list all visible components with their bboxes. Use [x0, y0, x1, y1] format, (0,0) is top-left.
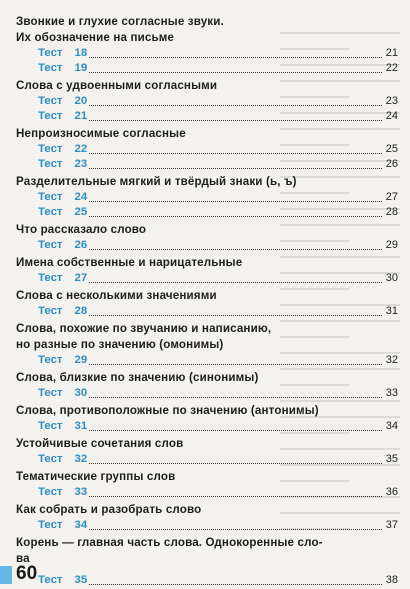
- test-word: Тест: [38, 62, 63, 74]
- page-ref: 22: [385, 62, 398, 74]
- dot-leader: [89, 430, 382, 431]
- toc-entry[interactable]: [16, 46, 398, 61]
- test-word: Тест: [38, 206, 63, 218]
- test-word: Тест: [38, 239, 63, 251]
- dot-leader: [89, 57, 382, 58]
- test-label: [16, 61, 87, 76]
- toc-entry[interactable]: [16, 419, 398, 434]
- test-word: Тест: [38, 272, 63, 284]
- dot-leader: [89, 105, 382, 106]
- dot-leader: [89, 529, 382, 530]
- section-title: Устойчивые сочетания слов: [16, 437, 184, 450]
- page-ref: 35: [385, 453, 398, 465]
- page-footer: [0, 563, 410, 589]
- test-label: [16, 485, 87, 500]
- test-number: 26: [74, 239, 88, 251]
- test-number: 24: [74, 191, 88, 203]
- toc-entry[interactable]: [16, 304, 398, 319]
- section-title: Слова, противоположные по значению (антонимы): [16, 404, 319, 417]
- dot-leader: [89, 201, 382, 202]
- toc-section: [16, 321, 398, 368]
- section-title: Слова с удвоенными согласными: [16, 79, 218, 92]
- toc-entry[interactable]: [16, 190, 398, 205]
- page-ref: 21: [385, 47, 398, 59]
- page-ref: 30: [385, 272, 398, 284]
- toc-section: [16, 403, 398, 434]
- toc-section: [16, 370, 398, 401]
- section-title: Разделительные мягкий и твёрдый знаки (ь, ъ): [16, 175, 297, 188]
- page-ref: 32: [385, 354, 398, 366]
- dot-leader: [89, 496, 382, 497]
- test-label: [16, 386, 87, 401]
- dot-leader: [89, 120, 382, 121]
- test-label: [16, 518, 87, 533]
- toc-entry[interactable]: [16, 157, 398, 172]
- page-ref: 27: [385, 191, 398, 203]
- test-label: [16, 142, 87, 157]
- page-ref: 28: [385, 206, 398, 218]
- dot-leader: [89, 364, 382, 365]
- test-number: 23: [74, 158, 88, 170]
- dot-leader: [89, 397, 382, 398]
- toc-section: [16, 469, 398, 500]
- test-number: 22: [74, 143, 88, 155]
- section-title: Тематические группы слов: [16, 470, 176, 483]
- section-title: Имена собственные и нарицательные: [16, 256, 243, 269]
- section-title: Их обозначение на письме: [16, 31, 175, 44]
- page-ref: 24: [385, 110, 398, 122]
- toc-entry[interactable]: [16, 109, 398, 124]
- test-word: Тест: [38, 574, 63, 586]
- test-number: 28: [74, 305, 88, 317]
- test-number: 30: [74, 387, 88, 399]
- test-label: [16, 205, 87, 220]
- test-number: 31: [74, 420, 88, 432]
- toc-entry[interactable]: [16, 94, 398, 109]
- test-word: Тест: [38, 354, 63, 366]
- dot-leader: [89, 216, 382, 217]
- section-title: Слова, похожие по звучанию и написанию,: [16, 322, 272, 335]
- toc-entry[interactable]: [16, 452, 398, 467]
- section-title: Корень — главная часть слова. Однокоренные сло-: [16, 536, 323, 549]
- test-number: 18: [74, 47, 88, 59]
- test-number: 32: [74, 453, 88, 465]
- toc-entry[interactable]: [16, 271, 398, 286]
- dot-leader: [89, 153, 382, 154]
- test-number: 33: [74, 486, 88, 498]
- section-title: но разные по значению (омонимы): [16, 338, 224, 351]
- test-label: [16, 157, 87, 172]
- toc-entry[interactable]: [16, 518, 398, 533]
- section-title: Слова с несколькими значениями: [16, 289, 217, 302]
- test-label: [16, 190, 87, 205]
- page-ref: 33: [385, 387, 398, 399]
- page-ref: 36: [385, 486, 398, 498]
- table-of-contents: [16, 14, 398, 588]
- toc-section: [16, 78, 398, 124]
- toc-section: [16, 436, 398, 467]
- dot-leader: [89, 315, 382, 316]
- section-title: Что рассказало слово: [16, 223, 147, 236]
- section-title: Слова, близкие по значению (синонимы): [16, 371, 259, 384]
- toc-section: [16, 288, 398, 319]
- test-number: 25: [74, 206, 88, 218]
- corner-color-band: [0, 566, 12, 584]
- page-ref: 25: [385, 143, 398, 155]
- section-title: Как собрать и разобрать слово: [16, 503, 202, 516]
- test-number: 19: [74, 62, 88, 74]
- section-title: Непроизносимые согласные: [16, 127, 186, 140]
- test-word: Тест: [38, 191, 63, 203]
- test-number: 27: [74, 272, 88, 284]
- section-title: Звонкие и глухие согласные звуки.: [16, 15, 224, 28]
- test-word: Тест: [38, 95, 63, 107]
- test-label: [16, 94, 87, 109]
- test-label: [16, 271, 87, 286]
- toc-entry[interactable]: [16, 238, 398, 253]
- test-number: 35: [74, 574, 88, 586]
- toc-section: [16, 14, 398, 76]
- test-word: Тест: [38, 486, 63, 498]
- test-label: [16, 304, 87, 319]
- page-ref: 26: [385, 158, 398, 170]
- section-title: ва: [16, 552, 30, 565]
- toc-section: [16, 126, 398, 172]
- test-label: [16, 46, 87, 61]
- test-word: Тест: [38, 110, 63, 122]
- test-label: [16, 452, 87, 467]
- page-ref: 31: [385, 305, 398, 317]
- page-number: 60: [16, 563, 38, 584]
- test-label: [16, 238, 87, 253]
- test-word: Тест: [38, 305, 63, 317]
- toc-entry[interactable]: [16, 353, 398, 368]
- dot-leader: [89, 249, 382, 250]
- test-word: Тест: [38, 387, 63, 399]
- test-word: Тест: [38, 453, 63, 465]
- test-label: [16, 109, 87, 124]
- toc-section: [16, 502, 398, 533]
- test-number: 34: [74, 519, 88, 531]
- test-word: Тест: [38, 519, 63, 531]
- page-ref: 34: [385, 420, 398, 432]
- dot-leader: [89, 463, 382, 464]
- page-ref: 37: [385, 519, 398, 531]
- page-ref: 29: [385, 239, 398, 251]
- test-label: [16, 419, 87, 434]
- toc-entry[interactable]: [16, 205, 398, 220]
- toc-section: [16, 222, 398, 253]
- test-number: 21: [74, 110, 88, 122]
- toc-section: [16, 174, 398, 220]
- toc-section: [16, 255, 398, 286]
- test-word: Тест: [38, 158, 63, 170]
- toc-entry[interactable]: [16, 485, 398, 500]
- page-ref: 38: [385, 574, 398, 586]
- test-number: 29: [74, 354, 88, 366]
- toc-entry[interactable]: [16, 61, 398, 76]
- test-word: Тест: [38, 143, 63, 155]
- dot-leader: [89, 72, 382, 73]
- test-word: Тест: [38, 420, 63, 432]
- page-ref: 23: [385, 95, 398, 107]
- dot-leader: [89, 282, 382, 283]
- toc-entry[interactable]: [16, 386, 398, 401]
- test-word: Тест: [38, 47, 63, 59]
- dot-leader: [89, 168, 382, 169]
- toc-entry[interactable]: [16, 142, 398, 157]
- test-number: 20: [74, 95, 88, 107]
- test-label: [16, 353, 87, 368]
